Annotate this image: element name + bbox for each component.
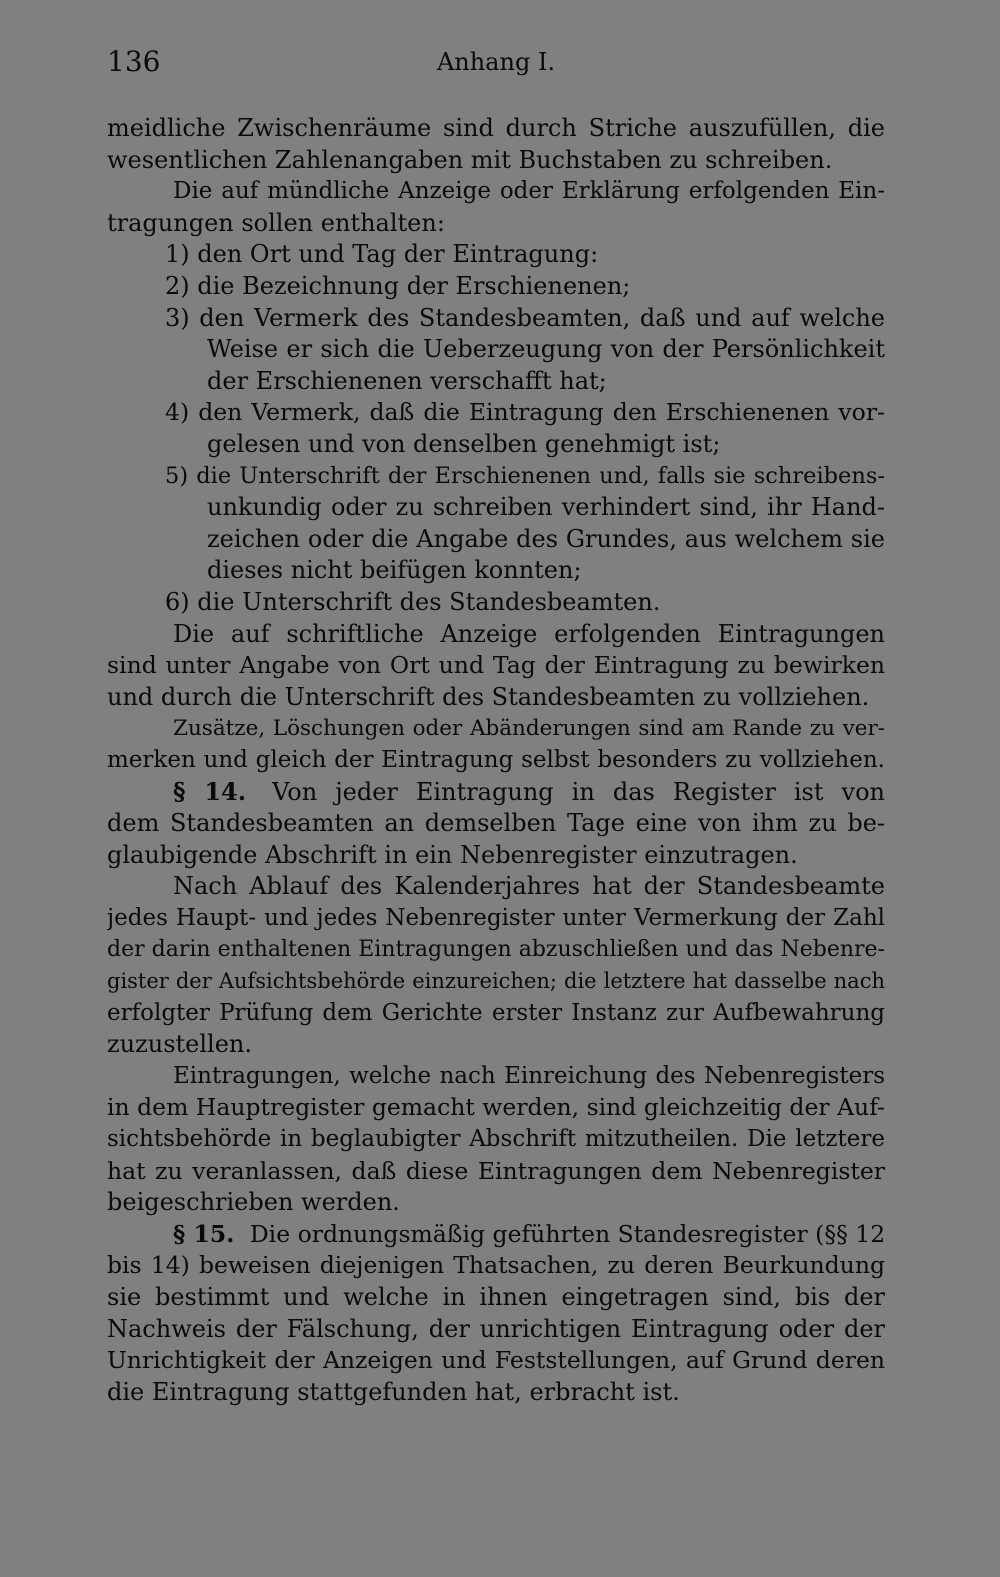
text-line: meidliche Zwischenräume sind durch Striche auszufüllen, die: [107, 114, 885, 142]
list-item-continuation: unkundig oder zu schreiben verhindert sind, ihr Hand-: [207, 493, 885, 522]
list-item-continuation: Weise er sich die Ueberzeugung von der Persönlichkeit: [207, 335, 885, 364]
text-line: Eintragungen, welche nach Einreichung des Nebenregisters: [173, 1062, 885, 1089]
text-line: hat zu veranlassen, daß diese Eintragungen dem Nebenregister: [107, 1156, 885, 1185]
body-text: [107, 113, 885, 1408]
text-line: der darin enthaltenen Eintragungen abzuschließen und das Nebenre-: [107, 937, 885, 963]
section-marker: § 14.: [173, 777, 247, 807]
text-line: erfolgter Prüfung dem Gerichte erster Instanz zur Aufbewahrung: [107, 999, 885, 1026]
text-fragment: Von jeder Eintragung in das Register ist von: [272, 778, 885, 807]
text-line: jedes Haupt- und jedes Nebenregister unter Vermerkung der Zahl: [107, 904, 885, 931]
text-line: zuzustellen.: [107, 1030, 253, 1059]
list-item: 1) den Ort und Tag der Eintragung:: [165, 240, 599, 269]
text-line: die Eintragung stattgefunden hat, erbracht ist.: [107, 1377, 680, 1406]
list-item: 5) die Unterschrift der Erschienenen und, falls sie schreibens-: [165, 462, 885, 489]
text-line: gister der Aufsichtsbehörde einzureichen; die letztere hat dasselbe nach: [107, 969, 885, 994]
list-item-continuation: zeichen oder die Angabe des Grundes, aus welchem sie: [207, 524, 885, 553]
text-line: sie bestimmt und welche in ihnen eingetragen sind, bis der: [107, 1282, 885, 1311]
text-line: tragungen sollen enthalten:: [107, 208, 445, 237]
section-marker: § 15.: [173, 1219, 235, 1248]
text-line: und durch die Unterschrift des Standesbeamten zu vollziehen.: [107, 682, 870, 711]
text-line: Die auf schriftliche Anzeige erfolgenden Eintragungen: [173, 619, 885, 648]
text-line: Zusätze, Löschungen oder Abänderungen sind am Rande zu ver-: [173, 716, 885, 742]
text-line: Die auf mündliche Anzeige oder Erklärung erfolgenden Ein-: [173, 178, 885, 205]
list-item-continuation: dieses nicht beifügen konnten;: [207, 556, 582, 585]
text-line: merken und gleich der Eintragung selbst besonders zu vollziehen.: [107, 746, 885, 773]
list-item: 3) den Vermerk des Standesbeamten, daß und auf welche: [165, 303, 885, 332]
list-item: 2) die Bezeichnung der Erschienenen;: [165, 271, 631, 300]
list-item: 6) die Unterschrift des Standesbeamten.: [165, 587, 661, 616]
list-item: 4) den Vermerk, daß die Eintragung den Erschienenen vor-: [165, 398, 885, 427]
text-fragment: Die ordnungsmäßig geführten Standesregister (§§ 12: [249, 1219, 885, 1248]
running-head: Anhang I.: [436, 48, 556, 76]
section-15-line: [107, 1219, 885, 1251]
text-line: Nach Ablauf des Kalenderjahres hat der Standesbeamte: [173, 872, 885, 901]
page-number: 136: [107, 45, 161, 78]
text-line: sind unter Angabe von Ort und Tag der Eintragung zu bewirken: [107, 651, 885, 680]
page-header: [107, 42, 885, 82]
section-14-line: [107, 776, 885, 808]
list-item-continuation: der Erschienenen verschafft hat;: [207, 366, 607, 395]
text-line: in dem Hauptregister gemacht werden, sind gleichzeitig der Auf-: [107, 1093, 885, 1122]
list-item-continuation: gelesen und von denselben genehmigt ist;: [207, 429, 721, 458]
text-line: glaubigende Abschrift in ein Nebenregister einzutragen.: [107, 840, 798, 869]
text-line: dem Standesbeamten an demselben Tage eine von ihm zu be-: [107, 809, 885, 838]
text-line: wesentlichen Zahlenangaben mit Buchstaben zu schreiben.: [107, 145, 833, 174]
text-line: Unrichtigkeit der Anzeigen und Feststellungen, auf Grund deren: [107, 1346, 885, 1375]
text-line: Nachweis der Fälschung, der unrichtigen Eintragung oder der: [107, 1314, 885, 1343]
text-line: sichtsbehörde in beglaubigter Abschrift mitzutheilen. Die letztere: [107, 1126, 885, 1152]
text-line: bis 14) beweisen diejenigen Thatsachen, zu deren Beurkundung: [107, 1251, 885, 1280]
text-line: beigeschrieben werden.: [107, 1188, 400, 1217]
